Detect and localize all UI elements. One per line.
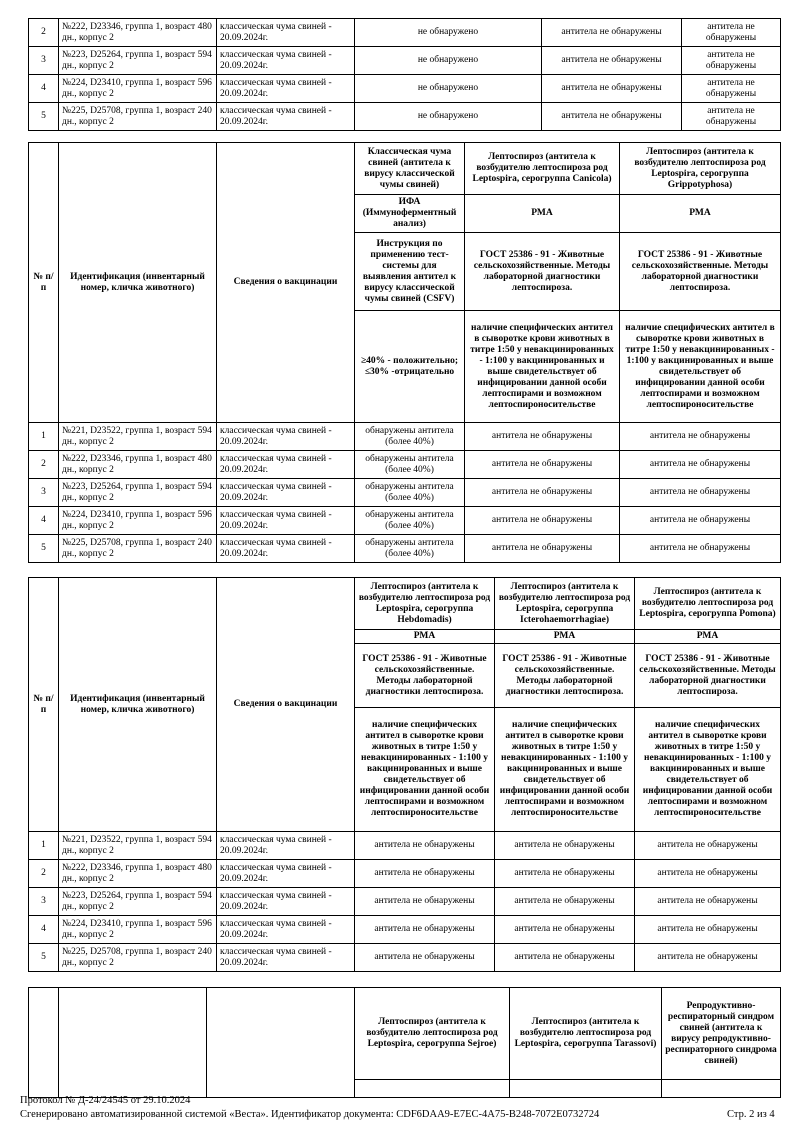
result-cell: не обнаружено	[355, 19, 542, 47]
row-number: 2	[29, 19, 59, 47]
result-cell: антитела не обнаружены	[495, 888, 635, 916]
result-cell: антитела не обнаружены	[635, 944, 781, 972]
animal-ident: №225, D25708, группа 1, возраст 240 дн., корпус 2	[59, 103, 217, 131]
vaccination-info: классическая чума свиней - 20.09.2024г.	[217, 479, 355, 507]
result-cell: антитела не обнаружены	[682, 103, 781, 131]
result-cell: антитела не обнаружены	[355, 832, 495, 860]
vaccination-info: классическая чума свиней - 20.09.2024г.	[217, 916, 355, 944]
col-header-pomona: Лептоспироз (антитела к возбудителю лептоспироза род Leptospira, серогруппа Pomona)	[635, 578, 781, 630]
result-cell: антитела не обнаружены	[355, 944, 495, 972]
result-cell: антитела не обнаружены	[635, 888, 781, 916]
result-cell: антитела не обнаружены	[355, 888, 495, 916]
lepto-norm: наличие специфических антител в сыворотке крови животных в титре 1:50 у невакцинированных - 1:100 у вакцинированных и выше свидетельствует об инфицировании данной особи лептоспирами и возможном лептоспироносительстве	[495, 708, 635, 832]
result-cell: антитела не обнаружены	[465, 507, 620, 535]
col-header-vaccination: Сведения о вакцинации	[217, 143, 355, 423]
col-header-number: № п/п	[29, 143, 59, 423]
result-cell: антитела не обнаружены	[635, 832, 781, 860]
animal-ident: №221, D23522, группа 1, возраст 594 дн., корпус 2	[59, 423, 217, 451]
vaccination-info: классическая чума свиней - 20.09.2024г.	[217, 535, 355, 563]
vaccination-info: классическая чума свиней - 20.09.2024г.	[217, 451, 355, 479]
col-header-sejroe: Лептоспироз (антитела к возбудителю лептоспироза род Leptospira, серогруппа Sejroe)	[355, 988, 510, 1080]
gost-reference: ГОСТ 25386 - 91 - Животные сельскохозяйственные. Методы лабораторной диагностики лептоспироза.	[495, 644, 635, 708]
row-number: 1	[29, 832, 59, 860]
row-number: 2	[29, 451, 59, 479]
result-cell: антитела не обнаружены	[620, 507, 781, 535]
vaccination-info: классическая чума свиней - 20.09.2024г.	[217, 47, 355, 75]
row-number: 5	[29, 535, 59, 563]
animal-ident: №224, D23410, группа 1, возраст 596 дн., корпус 2	[59, 916, 217, 944]
table-row	[29, 888, 781, 916]
result-cell: антитела не обнаружены	[682, 75, 781, 103]
result-cell: антитела не обнаружены	[635, 916, 781, 944]
empty-cell	[29, 988, 59, 1098]
table-row	[29, 916, 781, 944]
table-row	[29, 479, 781, 507]
result-cell: антитела не обнаружены	[465, 479, 620, 507]
empty-cell	[59, 988, 207, 1098]
result-cell: антитела не обнаружены	[620, 451, 781, 479]
col-header-number: № п/п	[29, 578, 59, 832]
vaccination-info: классическая чума свиней - 20.09.2024г.	[217, 19, 355, 47]
col-header-canicola: Лептоспироз (антитела к возбудителю лептоспироза род Leptospira, серогруппа Canicola)	[465, 143, 620, 195]
empty-cell	[662, 1080, 781, 1098]
vaccination-info: классическая чума свиней - 20.09.2024г.	[217, 888, 355, 916]
animal-ident: №222, D23346, группа 1, возраст 480 дн., корпус 2	[59, 451, 217, 479]
result-cell: обнаружены антитела (более 40%)	[355, 479, 465, 507]
result-cell: антитела не обнаружены	[682, 19, 781, 47]
table-row	[29, 103, 781, 131]
row-number: 4	[29, 75, 59, 103]
table-row	[29, 832, 781, 860]
lepto-norm: наличие специфических антител в сыворотке крови животных в титре 1:50 у невакцинированных - 1:100 у вакцинированных и выше свидетельствует об инфицировании данной особи лептоспирами и возможном лептоспироносительстве	[355, 708, 495, 832]
result-cell: антитела не обнаружены	[682, 47, 781, 75]
lepto-norm: наличие специфических антител в сыворотке крови животных в титре 1:50 у невакцинированных - 1:100 у вакцинированных и выше свидетельствует об инфицировании данной особи лептоспирами и возможном лептоспироносительстве	[465, 311, 620, 423]
vaccination-info: классическая чума свиней - 20.09.2024г.	[217, 507, 355, 535]
animal-ident: №223, D25264, группа 1, возраст 594 дн., корпус 2	[59, 888, 217, 916]
empty-cell	[355, 1080, 510, 1098]
result-cell: обнаружены антитела (более 40%)	[355, 451, 465, 479]
table-row	[29, 75, 781, 103]
animal-ident: №222, D23346, группа 1, возраст 480 дн., корпус 2	[59, 19, 217, 47]
vaccination-info: классическая чума свиней - 20.09.2024г.	[217, 860, 355, 888]
result-cell: антитела не обнаружены	[495, 860, 635, 888]
method-rma: РМА	[355, 630, 495, 644]
row-number: 1	[29, 423, 59, 451]
lepto-norm: наличие специфических антител в сыворотке крови животных в титре 1:50 у невакцинированных - 1:100 у вакцинированных и выше свидетельствует об инфицировании данной особи лептоспирами и возможном лептоспироносительстве	[620, 311, 781, 423]
empty-cell	[207, 988, 355, 1098]
table-row	[29, 423, 781, 451]
table-csf-canicola-grippotyphosa	[28, 142, 781, 563]
gost-reference: ГОСТ 25386 - 91 - Животные сельскохозяйственные. Методы лабораторной диагностики лептоспироза.	[620, 233, 781, 311]
result-cell: обнаружены антитела (более 40%)	[355, 423, 465, 451]
empty-cell	[510, 1080, 662, 1098]
generated-by-note: Сгенерировано автоматизированной системой «Веста». Идентификатор документа: CDF6DAA9-E7EC-4A75-B248-7072E0732724	[20, 1109, 600, 1120]
gost-reference: ГОСТ 25386 - 91 - Животные сельскохозяйственные. Методы лабораторной диагностики лептоспироза.	[635, 644, 781, 708]
table-row	[29, 47, 781, 75]
table-row	[29, 944, 781, 972]
result-cell: антитела не обнаружены	[465, 451, 620, 479]
table-row	[29, 507, 781, 535]
row-number: 4	[29, 507, 59, 535]
col-header-icterohaemorrhagiae: Лептоспироз (антитела к возбудителю лептоспироза род Leptospira, серогруппа Icterohaemorrhagiae)	[495, 578, 635, 630]
result-cell: антитела не обнаружены	[495, 832, 635, 860]
method-rma: РМА	[495, 630, 635, 644]
gost-reference: ГОСТ 25386 - 91 - Животные сельскохозяйственные. Методы лабораторной диагностики лептоспироза.	[465, 233, 620, 311]
animal-ident: №225, D25708, группа 1, возраст 240 дн., корпус 2	[59, 944, 217, 972]
result-cell: антитела не обнаружены	[355, 860, 495, 888]
row-number: 5	[29, 944, 59, 972]
vaccination-info: классическая чума свиней - 20.09.2024г.	[217, 944, 355, 972]
result-cell: антитела не обнаружены	[542, 75, 682, 103]
col-header-csf: Классическая чума свиней (антитела к вирусу классической чумы свиней)	[355, 143, 465, 195]
result-cell: не обнаружено	[355, 103, 542, 131]
table-hebdomadis-ictero-pomona	[28, 577, 781, 972]
result-cell: антитела не обнаружены	[542, 103, 682, 131]
row-number: 4	[29, 916, 59, 944]
animal-ident: №224, D23410, группа 1, возраст 596 дн., корпус 2	[59, 75, 217, 103]
method-ifa: ИФА (Иммуноферментный анализ)	[355, 195, 465, 233]
method-rma: РМА	[635, 630, 781, 644]
result-cell: не обнаружено	[355, 47, 542, 75]
lepto-norm: наличие специфических антител в сыворотке крови животных в титре 1:50 у невакцинированных - 1:100 у вакцинированных и выше свидетельствует об инфицировании данной особи лептоспирами и возможном лептоспироносительстве	[635, 708, 781, 832]
table-row	[29, 860, 781, 888]
result-cell: антитела не обнаружены	[620, 423, 781, 451]
table-row	[29, 451, 781, 479]
result-cell: антитела не обнаружены	[495, 916, 635, 944]
table-row	[29, 535, 781, 563]
method-rma: РМА	[620, 195, 781, 233]
row-number: 5	[29, 103, 59, 131]
result-cell: антитела не обнаружены	[635, 860, 781, 888]
col-header-hebdomadis: Лептоспироз (антитела к возбудителю лептоспироза род Leptospira, серогруппа Hebdomadis)	[355, 578, 495, 630]
animal-ident: №221, D23522, группа 1, возраст 594 дн., корпус 2	[59, 832, 217, 860]
result-cell: антитела не обнаружены	[620, 535, 781, 563]
result-cell: антитела не обнаружены	[620, 479, 781, 507]
vaccination-info: классическая чума свиней - 20.09.2024г.	[217, 423, 355, 451]
vaccination-info: классическая чума свиней - 20.09.2024г.	[217, 103, 355, 131]
page-number: Стр. 2 из 4	[727, 1109, 775, 1120]
row-number: 3	[29, 47, 59, 75]
result-cell: антитела не обнаружены	[542, 19, 682, 47]
result-cell: обнаружены антитела (более 40%)	[355, 507, 465, 535]
col-header-prrs: Репродуктивно-респираторный синдром свиней (антитела к вирусу репродуктивно-респираторного синдрома свиней)	[662, 988, 781, 1080]
vaccination-info: классическая чума свиней - 20.09.2024г.	[217, 75, 355, 103]
result-cell: не обнаружено	[355, 75, 542, 103]
col-header-grippotyphosa: Лептоспироз (антитела к возбудителю лептоспироза род Leptospira, серогруппа Grippotyphosa)	[620, 143, 781, 195]
result-cell: антитела не обнаружены	[495, 944, 635, 972]
table-sejroe-tarassovi-prrs	[28, 987, 781, 1098]
result-cell: обнаружены антитела (более 40%)	[355, 535, 465, 563]
result-cell: антитела не обнаружены	[355, 916, 495, 944]
animal-ident: №223, D25264, группа 1, возраст 594 дн., корпус 2	[59, 47, 217, 75]
row-number: 2	[29, 860, 59, 888]
csf-norm: ≥40% - положительно; ≤30% -отрицательно	[355, 311, 465, 423]
animal-ident: №224, D23410, группа 1, возраст 596 дн., корпус 2	[59, 507, 217, 535]
row-number: 3	[29, 888, 59, 916]
protocol-number: Протокол № Д-24/24545 от 29.10.2024	[20, 1095, 191, 1106]
animal-ident: №222, D23346, группа 1, возраст 480 дн., корпус 2	[59, 860, 217, 888]
gost-reference: ГОСТ 25386 - 91 - Животные сельскохозяйственные. Методы лабораторной диагностики лептоспироза.	[355, 644, 495, 708]
method-rma: РМА	[465, 195, 620, 233]
col-header-ident: Идентификация (инвентарный номер, кличка животного)	[59, 578, 217, 832]
animal-ident: №223, D25264, группа 1, возраст 594 дн., корпус 2	[59, 479, 217, 507]
table-continuation	[28, 18, 781, 131]
vaccination-info: классическая чума свиней - 20.09.2024г.	[217, 832, 355, 860]
col-header-tarassovi: Лептоспироз (антитела к возбудителю лептоспироза род Leptospira, серогруппа Tarassovi)	[510, 988, 662, 1080]
col-header-ident: Идентификация (инвентарный номер, кличка животного)	[59, 143, 217, 423]
csf-instruction: Инструкция по применению тест-системы для выявления антител к вирусу классической чумы свиней (CSFV)	[355, 233, 465, 311]
col-header-vaccination: Сведения о вакцинации	[217, 578, 355, 832]
result-cell: антитела не обнаружены	[465, 535, 620, 563]
result-cell: антитела не обнаружены	[465, 423, 620, 451]
animal-ident: №225, D25708, группа 1, возраст 240 дн., корпус 2	[59, 535, 217, 563]
row-number: 3	[29, 479, 59, 507]
result-cell: антитела не обнаружены	[542, 47, 682, 75]
table-row	[29, 19, 781, 47]
